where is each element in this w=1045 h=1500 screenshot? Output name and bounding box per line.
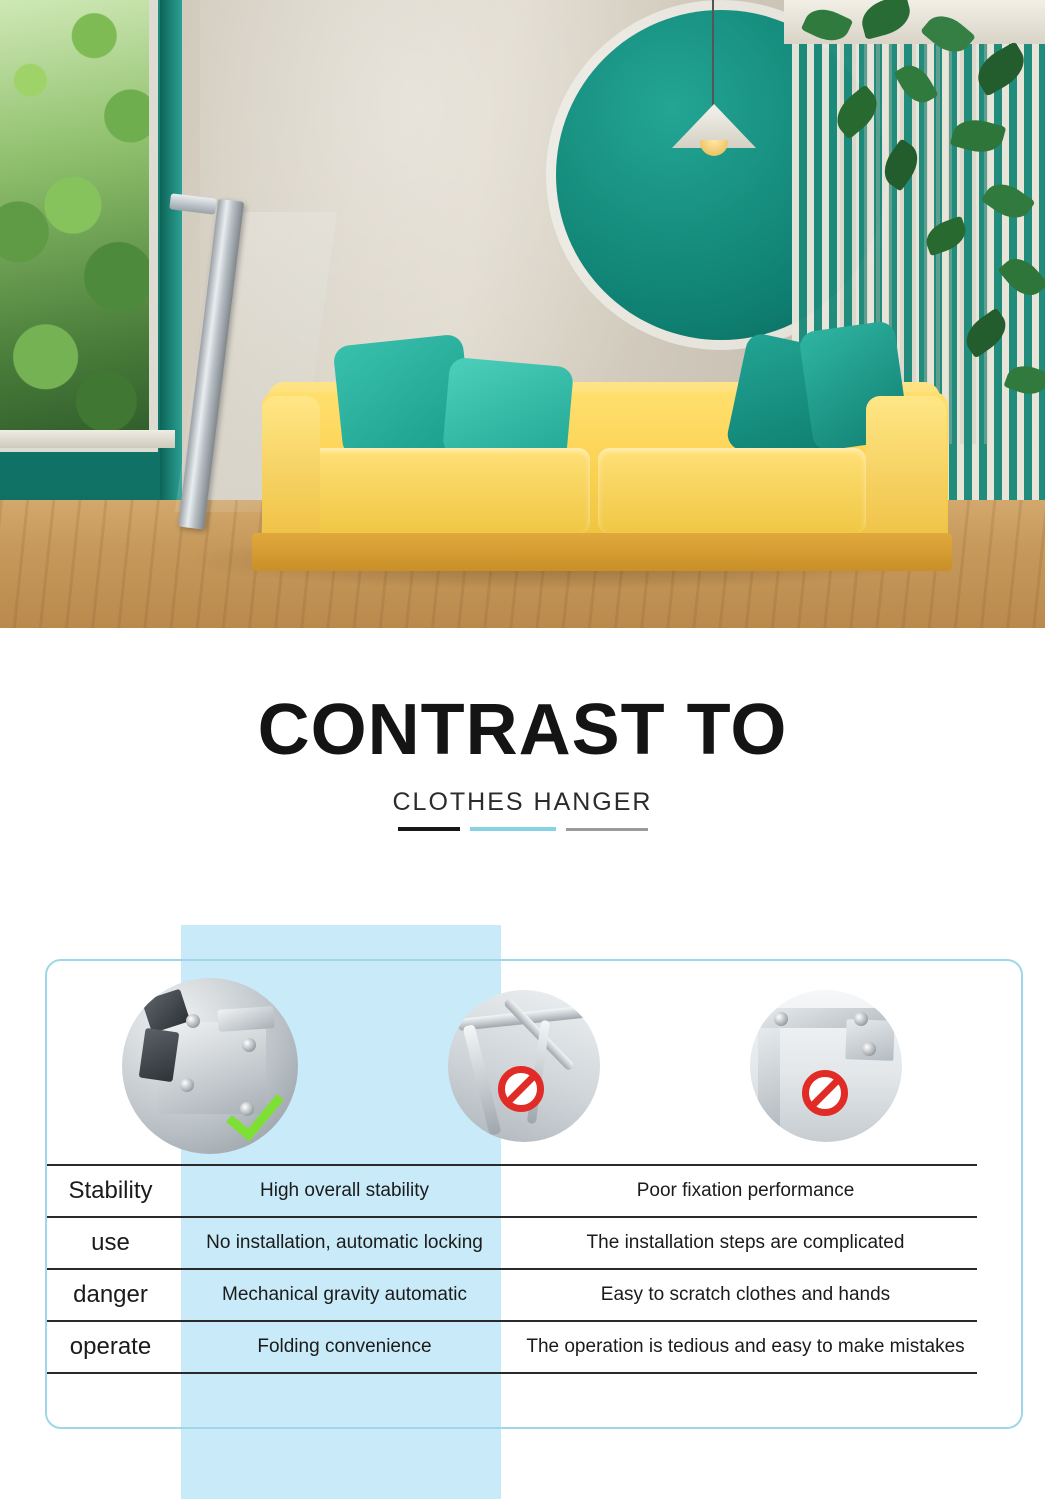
- sofa-arm-left: [262, 396, 320, 544]
- sofa-seat-right: [598, 448, 866, 534]
- title-divider: [398, 827, 648, 831]
- comparison-section: [23, 959, 1023, 1429]
- divider-segment-dark: [398, 827, 460, 831]
- window-sill: [0, 430, 175, 448]
- row-label-stability: Stability: [47, 1165, 175, 1217]
- title-section: [0, 628, 1045, 831]
- competitor-corner-bracket-icon: [750, 990, 902, 1142]
- row-theirs-use: The installation steps are complicated: [515, 1217, 977, 1269]
- image-cell-competitor-2: [675, 973, 977, 1159]
- divider-gap: [460, 827, 470, 831]
- row-theirs-operate: The operation is tedious and easy to make mistakes: [515, 1321, 977, 1373]
- image-cell-competitor-1: [373, 973, 675, 1159]
- prohibited-icon: [498, 1066, 544, 1112]
- row-ours-danger: Mechanical gravity automatic: [175, 1269, 515, 1321]
- sofa-arm-right: [866, 396, 946, 548]
- row-label-operate: operate: [47, 1321, 175, 1373]
- page-subtitle: CLOTHES HANGER: [392, 788, 653, 816]
- row-label-danger: danger: [47, 1269, 175, 1321]
- page-title: CONTRAST TO: [257, 690, 788, 770]
- row-ours-use: No installation, automatic locking: [175, 1217, 515, 1269]
- teal-wall-edge: [160, 0, 182, 540]
- sofa-seat-left: [300, 448, 590, 534]
- divider-segment-grey: [566, 828, 648, 831]
- table-row: [47, 1217, 977, 1269]
- row-label-use: use: [47, 1217, 175, 1269]
- prohibited-icon-2: [802, 1070, 848, 1116]
- row-theirs-stability: Poor fixation performance: [515, 1165, 977, 1217]
- sofa-base: [252, 533, 952, 571]
- row-ours-stability: High overall stability: [175, 1165, 515, 1217]
- competitor-folding-frame-icon: [448, 990, 600, 1142]
- table-row: [47, 1165, 977, 1217]
- our-product-hinge-icon: [122, 978, 298, 1154]
- row-theirs-danger: Easy to scratch clothes and hands: [515, 1269, 977, 1321]
- table-row: [47, 1269, 977, 1321]
- table-row: [47, 1321, 977, 1373]
- comparison-table: [47, 1164, 977, 1374]
- pendant-lamp-cord: [712, 0, 714, 108]
- divider-segment-teal: [470, 827, 556, 831]
- image-cell-ours: [47, 973, 373, 1159]
- divider-gap-2: [556, 827, 566, 831]
- window-frame: [0, 0, 158, 452]
- row-ours-operate: Folding convenience: [175, 1321, 515, 1373]
- hero-image: [0, 0, 1045, 628]
- comparison-image-row: [47, 973, 977, 1159]
